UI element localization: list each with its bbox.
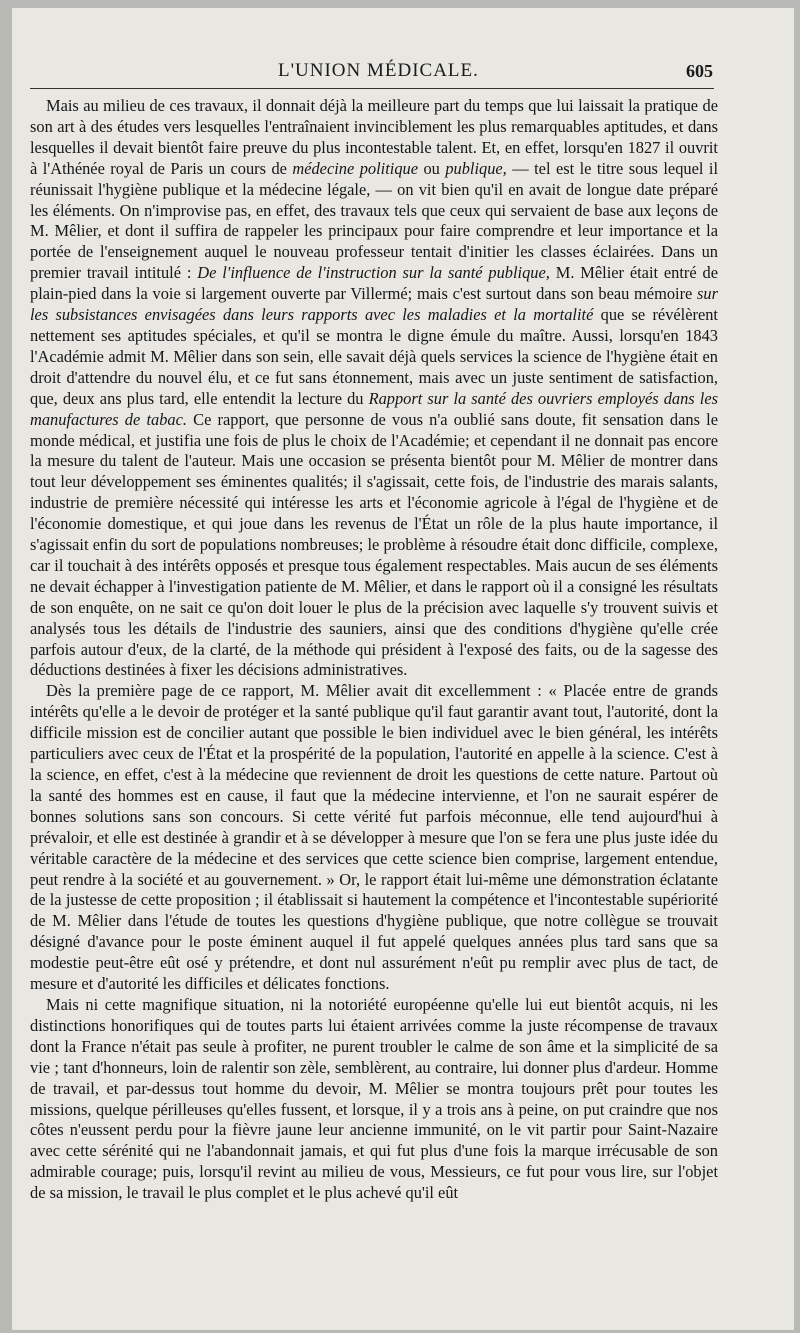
text-run: Ce rapport, que personne de vous n'a oublié sans doute, fit sensation dans le monde médical, et justifia une fois de plus le choix de l'Académie; et cependant il ne donnait pas encore la mesure du talent de l'auteur. Mais une occasion se présenta bientôt pour M. Mêlier de montrer dans tout leur développement ses éminentes qualités; il s'agissait, cette fois, de l'industrie des marais salants, industrie de première nécessité qui intéresse les arts et l'économie agricole à l'égal de l'hygiène et de l'économie domestique, et qui joue dans les revenus de l'État un rôle de la plus haute importance, il s'agissait enfin du sort de populations nombreuses; le problème à résoudre était donc difficile, complexe, car il touchait à des intérêts opposés et presque tous également respectables. Mais aucun de ses éléments ne devait échapper à l'investigation patiente de M. Mêlier, et dans le rapport où il a consigné les résultats de son enquête, on ne sait ce qu'on doit louer le plus de la précision avec laquelle s'y trouvent suivis et analysés tous les détails de l'industrie des sauniers, ainsi que des conditions d'hygiène qu'elle crée parfois autour d'eux, de la clarté, de la méthode qui président à l'exposé des faits, ou de la sagesse des déductions destinées à fixer les décisions administratives.: [30, 409, 718, 680]
italic-text: Rapport sur la santé des ouvriers employés dans les manufactures de tabac.: [30, 388, 718, 429]
header-rule: [30, 88, 714, 89]
text-run: Mais au milieu de ces travaux, il donnait déjà la meilleure part du temps que lui laissait la pratique de son art à des études vers lesquelles l'entraînaient invinciblement les plus remarquables aptitudes, et dans lesquelles il devait bientôt faire preuve du plus incontestable talent. Et, en effet, lorsqu'en 1827 il ouvrit à l'Athénée royal de Paris un cours de: [30, 96, 718, 178]
text-run: — tel est le titre sous lequel il réunissait l'hygiène publique et la médecine légale, — on vit bien qu'il en avait de longue date préparé les éléments. On n'improvise pas, en effet, des travaux tels que ceux qui servaient de base aux leçons de M. Mêlier, et dont il suffira de rappeler les principaux pour faire comprendre et leur importance et la portée de l'enseignement auquel le nouveau professeur tentait d'initier les classes éclairées. Dans un premier travail intitulé :: [30, 158, 718, 283]
text-run: Dès la première page de ce rapport, M. Mêlier avait dit excellemment : « Placée entre de grands intérêts qu'elle a le devoir de protéger et la santé publique qu'il faut garantir avant tout, l'autorité, dont la difficile mission est de concilier autant que possible le bien individuel avec le bien général, les intérêts particuliers avec ceux de l'État et la prospérité de la population, l'autorité en appelle à la science. C'est à la science, en effet, c'est à la médecine que reviennent de droit les questions de cette nature. Partout où la santé des hommes est en cause, il faut que la médecine intervienne, et l'on ne saurait espérer de bonnes solutions sans son concours. Si cette vérité fut parfois méconnue, elle tend aujourd'hui à prévaloir, et elle est destinée à grandir et à se développer à mesure que l'on se fera une plus juste idée du véritable caractère de la médecine et des services que cette science bien comprise, largement entendue, peut rendre à la société et au gouvernement. » Or, le rapport était lui-même une démonstration éclatante de la justesse de cette proposition ; il établissait si hautement la compétence et l'incontestable supériorité de M. Mêlier dans l'étude de toutes les questions d'hygiène publique, que notre collègue se trouvait désigné d'avance pour le poste éminent auquel il fut appelé quelques années plus tard sans que sa modestie peut-être eût osé y prétendre, et dont nul assurément n'eût pu remplir avec plus de tact, de mesure et d'autorité les difficiles et délicates fonctions.: [30, 681, 718, 994]
text-run: Mais ni cette magnifique situation, ni la notoriété européenne qu'elle lui eut bientôt acquis, ni les distinctions honorifiques qui de toutes parts lui étaient arrivées comme la juste récompense de travaux dont la France n'était pas seule à profiter, ne purent troubler le calme de son âme et la simplicité de sa vie ; tant d'honneurs, loin de ralentir son zèle, semblèrent, au contraire, lui donner plus d'ardeur. Homme de travail, et par-dessus tout homme du devoir, M. Mêlier se montra toujours prêt pour toutes les missions, quelque périlleuses qu'elles fussent, et lorsque, il y a trois ans à peine, on put craindre que nos côtes n'eussent perdu pour la fièvre jaune leur ancienne immunité, on le vit partir pour Saint-Nazaire avec cette sérénité qui ne l'abandonnait jamais, et qui fut plus d'une fois la marque irrécusable de son admirable courage; puis, lorsqu'il revint au milieu de vous, Messieurs, ce fut pour vous lire, sur l'objet de sa mission, le travail le plus complet et le plus achevé qu'il eût: [30, 994, 718, 1203]
running-title: L'UNION MÉDICALE.: [278, 60, 479, 81]
italic-text: sur les subsistances envisagées dans leurs rapports avec les maladies et la mortalité: [30, 284, 718, 325]
page-header: [0, 58, 800, 88]
page-number: 605: [686, 61, 713, 81]
paragraph: [30, 96, 718, 681]
italic-text: De l'influence de l'instruction sur la santé publique,: [197, 263, 550, 283]
italic-text: médecine politique: [292, 158, 418, 178]
text-run: M. Mêlier était entré de plain-pied dans la voie si largement ouverte par Villermé; mais c'est surtout dans son beau mémoire: [30, 263, 719, 304]
paragraph: [30, 681, 718, 995]
text-run: que se révélèrent nettement ses aptitudes spéciales, et qu'il se montra le digne émule du maître. Aussi, lorsqu'en 1843 l'Académie admit M. Mêlier dans son sein, elle savait déjà quels services la science de l'hygiène était en droit d'attendre du nouvel élu, et ce fut sans étonnement, mais avec un juste sentiment de satisfaction, que, deux ans plus tard, elle entendit la lecture du: [30, 305, 718, 408]
italic-text: publique,: [445, 158, 507, 178]
text-run: ou: [418, 158, 446, 178]
body-text: [30, 96, 718, 1204]
paragraph: [30, 995, 718, 1204]
